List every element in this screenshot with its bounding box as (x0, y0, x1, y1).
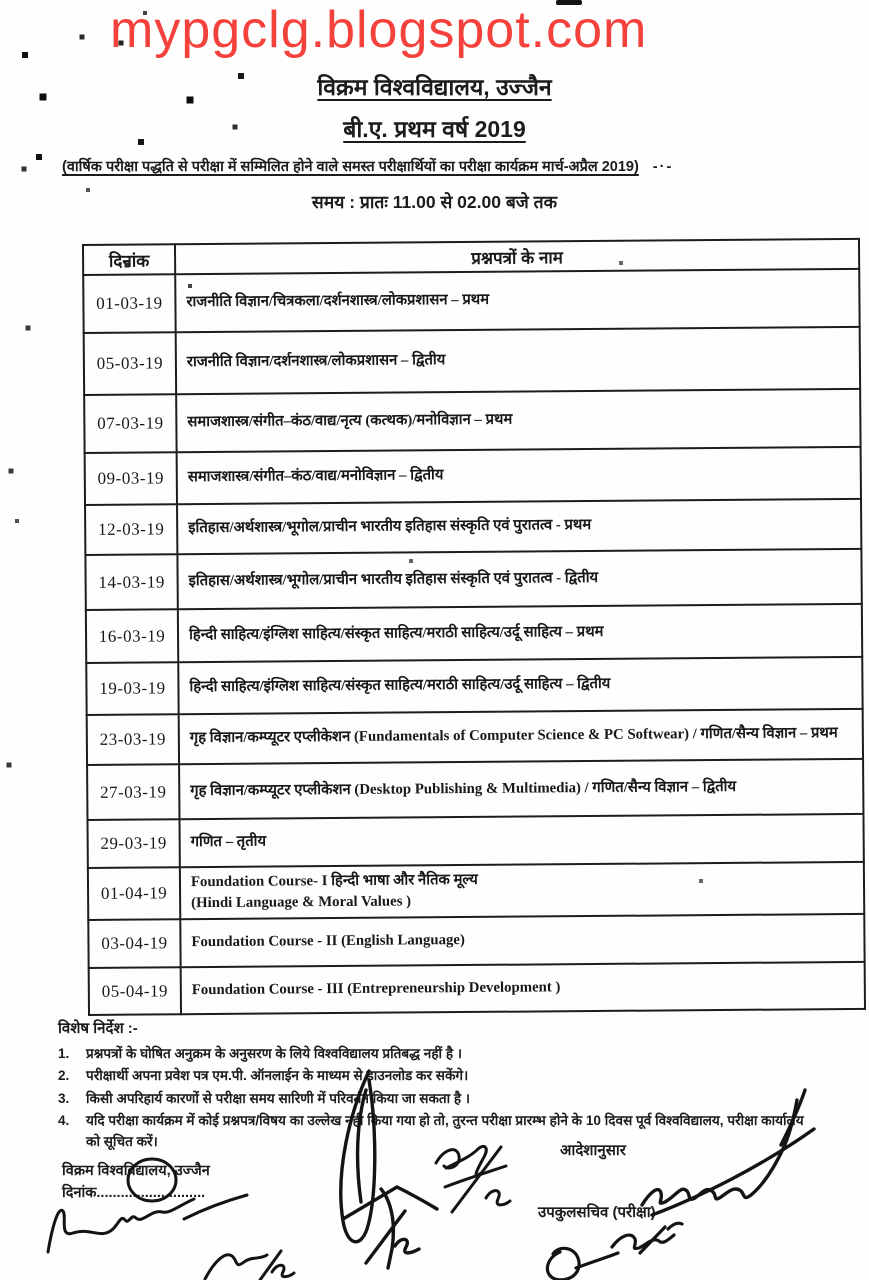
exam-subjects: राजनीति विज्ञान/दर्शनशास्त्र/लोकप्रशासन – द्वितीय (176, 327, 860, 394)
exam-subjects: गृह विज्ञान/कम्प्यूटर एप्लीकेशन (Desktop Publishing & Multimedia) / गणित/सैन्य विज्ञान – द्वितीय (179, 759, 863, 819)
exam-description-line (62, 156, 852, 176)
special-instructions-list (58, 1044, 818, 1152)
exam-date: 01-04-19 (88, 867, 180, 920)
table-row (86, 604, 862, 663)
exam-date: 05-03-19 (84, 332, 176, 395)
exam-description: (वार्षिक परीक्षा पद्धति से परीक्षा में सम्मिलित होने वाले समस्त परीक्षार्थियों का परीक्षा कार्यक्रम मार्च-अप्रैल 2019) (62, 159, 639, 175)
special-instructions (58, 1018, 818, 1154)
signature-scribble-center (436, 1146, 510, 1212)
instruction-text: प्रश्नपत्रों के घोषित अनुक्रम के अनुसरण के लिये विश्वविद्यालय प्रतिबद्ध नहीं है । (86, 1046, 463, 1061)
table-row (84, 389, 860, 453)
table-row (87, 814, 863, 868)
exam-subjects: गृह विज्ञान/कम्प्यूटर एप्लीकेशन (Fundamentals of Computer Science & PC Softwear) / गणित/सैन्य विज्ञान – प्रथम (179, 709, 863, 764)
exam-date: 03-04-19 (88, 919, 180, 968)
exam-date: 01-03-19 (83, 274, 175, 333)
course-title: बी.ए. प्रथम वर्ष 2019 (343, 116, 526, 142)
table-row (88, 862, 864, 920)
table-row (87, 759, 863, 820)
exam-subjects: इतिहास/अर्थशास्त्र/भूगोल/प्राचीन भारतीय इतिहास संस्कृति एवं पुरातत्व - प्रथम (177, 499, 861, 554)
instruction-number: 2. (58, 1068, 70, 1084)
exam-date: 07-03-19 (84, 394, 176, 453)
table-row (85, 447, 861, 505)
exam-subjects: Foundation Course - III (Entrepreneurship Development ) (181, 962, 865, 1014)
timetable (82, 238, 866, 1016)
signature-scribble-bottom-left (205, 1251, 294, 1280)
table-row (88, 914, 864, 968)
exam-date: 12-03-19 (85, 504, 177, 555)
exam-date: 23-03-19 (87, 714, 179, 765)
instruction-item (58, 1044, 818, 1064)
instruction-number: 1. (58, 1046, 70, 1061)
instruction-item (58, 1066, 818, 1086)
exam-subjects: समाजशास्त्र/संगीत–कंठ/वाद्य/नृत्य (कत्थक)/मनोविज्ञान – प्रथम (176, 389, 860, 452)
exam-subjects: Foundation Course- I हिन्दी भाषा और नैतिक मूल्य (Hindi Language & Moral Values ) (180, 862, 864, 919)
watermark-url: mypgclg.blogspot.com (110, 1, 648, 59)
footer-office-block (62, 1160, 210, 1205)
exam-subjects: गणित – तृतीय (179, 814, 863, 867)
instruction-text: किसी अपरिहार्य कारणों से परीक्षा समय सारिणी में परिवर्तन किया जा सकता है । (86, 1090, 471, 1106)
exam-subjects: समाजशास्त्र/संगीत–कंठ/वाद्य/मनोविज्ञान – द्वितीय (177, 447, 861, 504)
footer-university: विक्रम विश्वविद्यालय, उज्जैन (62, 1163, 210, 1179)
exam-date: 14-03-19 (85, 554, 177, 610)
exam-date: 29-03-19 (87, 819, 179, 868)
timetable-body (83, 269, 865, 1015)
instruction-item (58, 1089, 818, 1109)
instruction-number: 4. (58, 1113, 70, 1129)
university-title: विक्रम विश्वविद्यालय, उज्जैन (317, 74, 552, 100)
instruction-item (58, 1111, 818, 1152)
exam-subjects: इतिहास/अर्थशास्त्र/भूगोल/प्राचीन भारतीय इतिहास संस्कृति एवं पुरातत्व - द्वितीय (177, 549, 861, 609)
exam-date: 27-03-19 (87, 764, 179, 820)
scan-noise-dots (0, 0, 2, 2)
exam-date: 16-03-19 (86, 609, 178, 663)
column-header-papers: प्रश्नपत्रों के नाम (175, 239, 859, 274)
exam-time: समय : प्रातः 11.00 से 02.00 बजे तक (311, 192, 558, 212)
exam-subjects: हिन्दी साहित्य/इंग्लिश साहित्य/संस्कृत साहित्य/मराठी साहित्य/उर्दू साहित्य – द्वितीय (178, 657, 862, 714)
table-row (83, 269, 859, 333)
instruction-text: परीक्षार्थी अपना प्रवेश पत्र एम.पी. ऑनलाईन के माध्यम से डाउनलोड कर सकेंगे। (86, 1068, 469, 1084)
table-row (86, 657, 862, 715)
exam-subjects: हिन्दी साहित्य/इंग्लिश साहित्य/संस्कृत साहित्य/मराठी साहित्य/उर्दू साहित्य – प्रथम (178, 604, 862, 662)
deputy-registrar-designation: उपकुलसचिव (परीक्षा) (538, 1204, 656, 1221)
exam-subjects: राजनीति विज्ञान/चित्रकला/दर्शनशास्त्र/लोकप्रशासन – प्रथम (175, 269, 859, 332)
instruction-text: यदि परीक्षा कार्यक्रम में कोई प्रश्नपत्र/विषय का उल्लेख नही किया गया हो तो, तुरन्त परीक्षा प्रारम्भ होने के 10 दिवस पूर्व विश्वविद्यालय, परीक्षा कार्यालय को सूचित करें। (86, 1113, 804, 1149)
exam-date: 19-03-19 (86, 662, 178, 715)
order-label: आदेशानुसार (560, 1142, 626, 1159)
table-row (87, 709, 863, 765)
exam-date: 05-04-19 (89, 967, 181, 1015)
exam-subjects: Foundation Course - II (English Language) (180, 914, 864, 967)
footer-date-line: दिनांक........................... (62, 1185, 206, 1202)
table-row (84, 327, 860, 395)
handwritten-dash-mark: -·- (652, 159, 674, 175)
exam-date: 09-03-19 (85, 452, 177, 505)
table-row (85, 549, 861, 610)
special-instructions-title: विशेष निर्देश :- (58, 1020, 138, 1037)
signature-scribble-bottom-right (547, 1223, 682, 1280)
instruction-number: 3. (58, 1090, 70, 1106)
table-row (85, 499, 861, 555)
column-header-date: दिनांक (83, 244, 175, 275)
table-row (89, 962, 865, 1015)
